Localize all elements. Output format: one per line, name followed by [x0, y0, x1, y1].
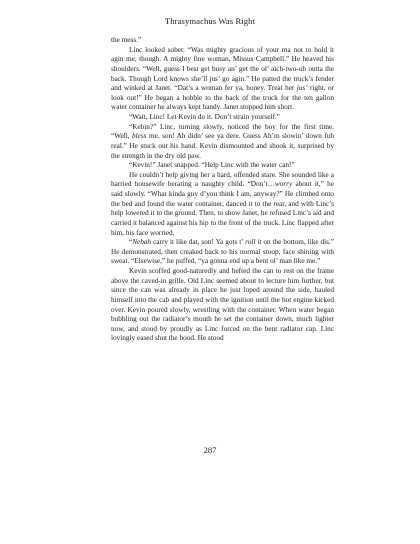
- paragraph: [111, 123, 334, 162]
- emphasis-text: Nebah: [132, 238, 152, 247]
- text-run: “Wait, Linc! Let Kevin do it. Don’t strain yourself.”: [129, 113, 280, 121]
- paragraph: [111, 171, 334, 238]
- text-run: right, or look out!” He began a hobble to the back of the truck for the ten gallon water container he always kept handy. Janet stopped him short.: [111, 84, 335, 112]
- text-run: “: [129, 238, 133, 247]
- paragraph: [111, 113, 334, 123]
- text-run: me, son! Ah didn’ see ya dere. Guess Ah’m slowin’ down fuh real.” He stuck out his hand. Kevin dismounted and shook it, surprised by the strength in the dry old paw.: [111, 132, 334, 160]
- text-run: “Kevin!” Janet snapped. “Help Linc with the water can!”: [129, 161, 295, 170]
- page-number: 287: [203, 445, 217, 455]
- text-run: about it,” he said slowly. “What kinda guy d’you think I am, anyway?” He climbed onto the bed and found the water container, danced it to the rear, and with Linc’s help lowered it to the ground. Then, to show Janet, he refused Linc’s aid and carried it balanced against his hip to the front of the truck. Linc flapped after him, his face worried.: [111, 180, 334, 237]
- text-run: “Kebin?” Linc, turning slowly, noticed the boy for the first time. “Well,: [111, 122, 334, 141]
- paragraph: [111, 46, 334, 113]
- emphasis-text: bless: [132, 132, 147, 141]
- text-run: Kevin scoffed good-naturedly and hefted the can to rest on the frame above the caved-in grille. Old Linc seemed about to lecture him further, but since the can was already in place he just loped around the side, hauled himself into the cab and played with the ignition until the hot engine kicked over. Kevin poured slowly, wrestling with the container. When water began bubbling out the radiator’s mouth he set the container down, much lighter now, and stood by proudly as Linc forced on the bent radiator cap. Linc lovingly eased shut the hood. He stood: [111, 267, 334, 343]
- text-run: Linc looked sober. “Was mighty gracious of your ma not to hold it agin me, though. A mighty fine woman, Missus Campbell.” He heaved his shoulders. “Well, guess I best get busy an’ get the ol’ aich-two-oh outta the back. Though Lord knows she’ll jus’ go agin.” He patted the truck’s fender and winked at Janet. “Dat’s a woman fer ya, honey. Treat her: [111, 45, 334, 93]
- text-run: He couldn’t help giving her a hard, offended stare. She sounded like a harried housewife berating a naughty child. “Don’t…: [111, 170, 334, 189]
- text-run: the mess.”: [111, 36, 142, 44]
- text-run: it on the bottom, like dis.” He demonstrated, then creaked back to his normal stoop, face shining with sweat. “Elsewise,” he puffed, “ya gonna end up a bent ol’ man like me.”: [111, 238, 334, 266]
- text-run: carry it like dat, son! Ya gots t’: [151, 238, 246, 247]
- paragraph: [111, 238, 334, 267]
- paragraph: [111, 267, 334, 344]
- running-header: Thrasymachus Was Right: [164, 16, 256, 26]
- emphasis-text: roll: [245, 238, 256, 247]
- body-text: [111, 36, 334, 344]
- emphasis-text: worry: [274, 180, 293, 189]
- paragraph: [111, 161, 334, 171]
- emphasis-text: jus’: [296, 84, 308, 93]
- paragraph: [111, 36, 334, 46]
